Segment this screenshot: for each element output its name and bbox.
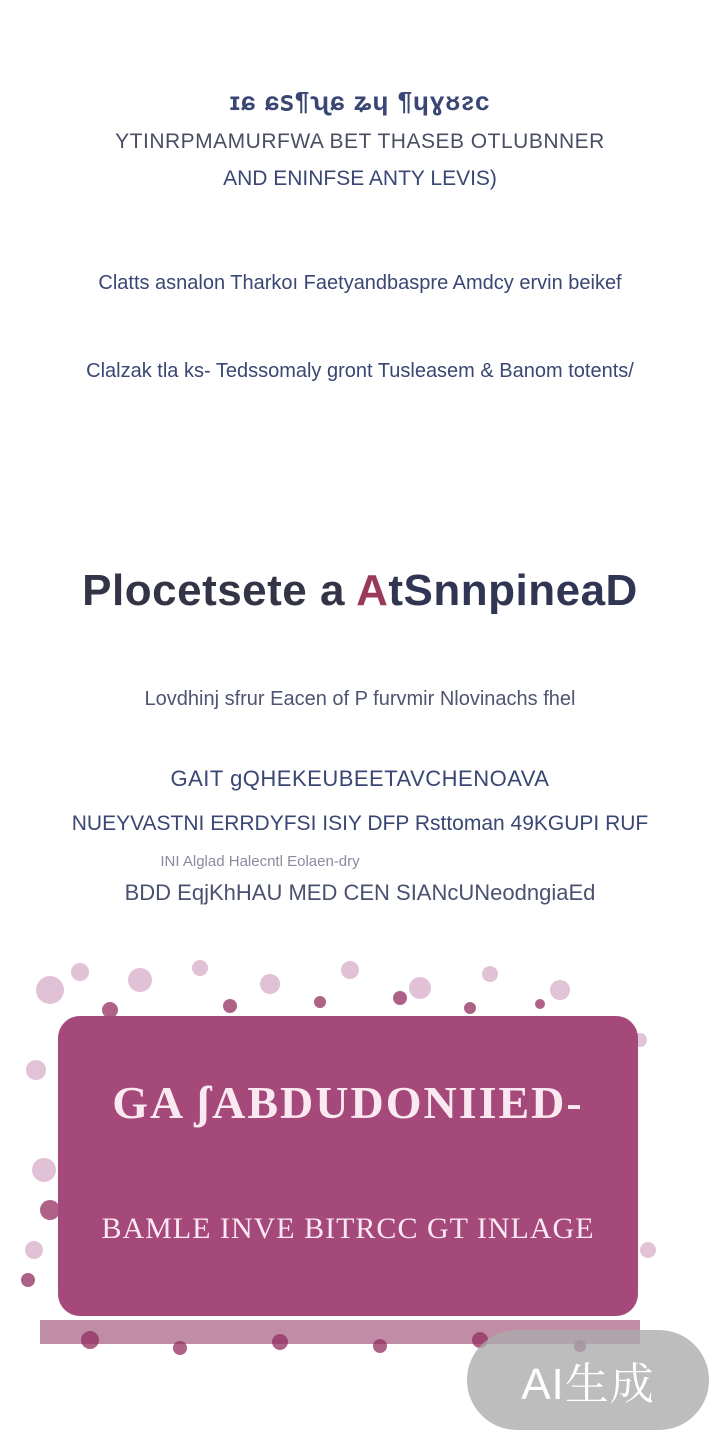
banner — [58, 1016, 638, 1316]
headline-line-1: YTINRPMAMURFWA BET THASEB OTLUBNNER — [115, 130, 605, 153]
intro-line-1: Clatts asnalon Tharkoı Faetyandbaspre Amdcy ervin beikef — [98, 272, 622, 294]
details-caps-line-2: NUEYVASTNI ERRDYFSI ISIY DFP Rsttoman 49KGUPI RUF — [71, 812, 649, 835]
title-accent: A — [356, 566, 389, 615]
subtitle: Lovdhinj sfrur Eacen of P furvmir Nlovinachs fhel — [144, 688, 576, 710]
details-caps-line-1: GAIT ɡQHEKEUBEETAVCHENOAVA — [170, 766, 550, 791]
title-part-2: tSnnpineaD — [388, 566, 638, 615]
details-small-line: INI Alglad Halecntl Eolaen-dry — [160, 853, 360, 870]
banner-subheading: BAMLE INVE BITRCC GT INLAGE — [101, 1212, 595, 1245]
watermark-label: AI生成 — [521, 1360, 655, 1409]
main-title — [0, 566, 720, 616]
ai-generated-watermark — [467, 1330, 709, 1430]
intro-line-2: Clalzak tla ks- Tedssomaly gront Tusleasem & Banom totents/ — [86, 360, 634, 382]
details-caps-line-3: BDD EqjKhHAU MED CEN SIANcUNeodngiaEd — [124, 880, 596, 905]
headline-line-2: AND ENINFSE ANTY LEVIS) — [223, 167, 497, 190]
eyebrow-text: ɪɕ ɕꜱ¶ʯɕ ʑɥ ¶ɥɣᴕᴤᴄ — [229, 86, 491, 116]
banner-heading: GA ʃABDUDONIIED- — [112, 1077, 584, 1128]
title-part-1: Plocetsete a — [82, 566, 357, 615]
